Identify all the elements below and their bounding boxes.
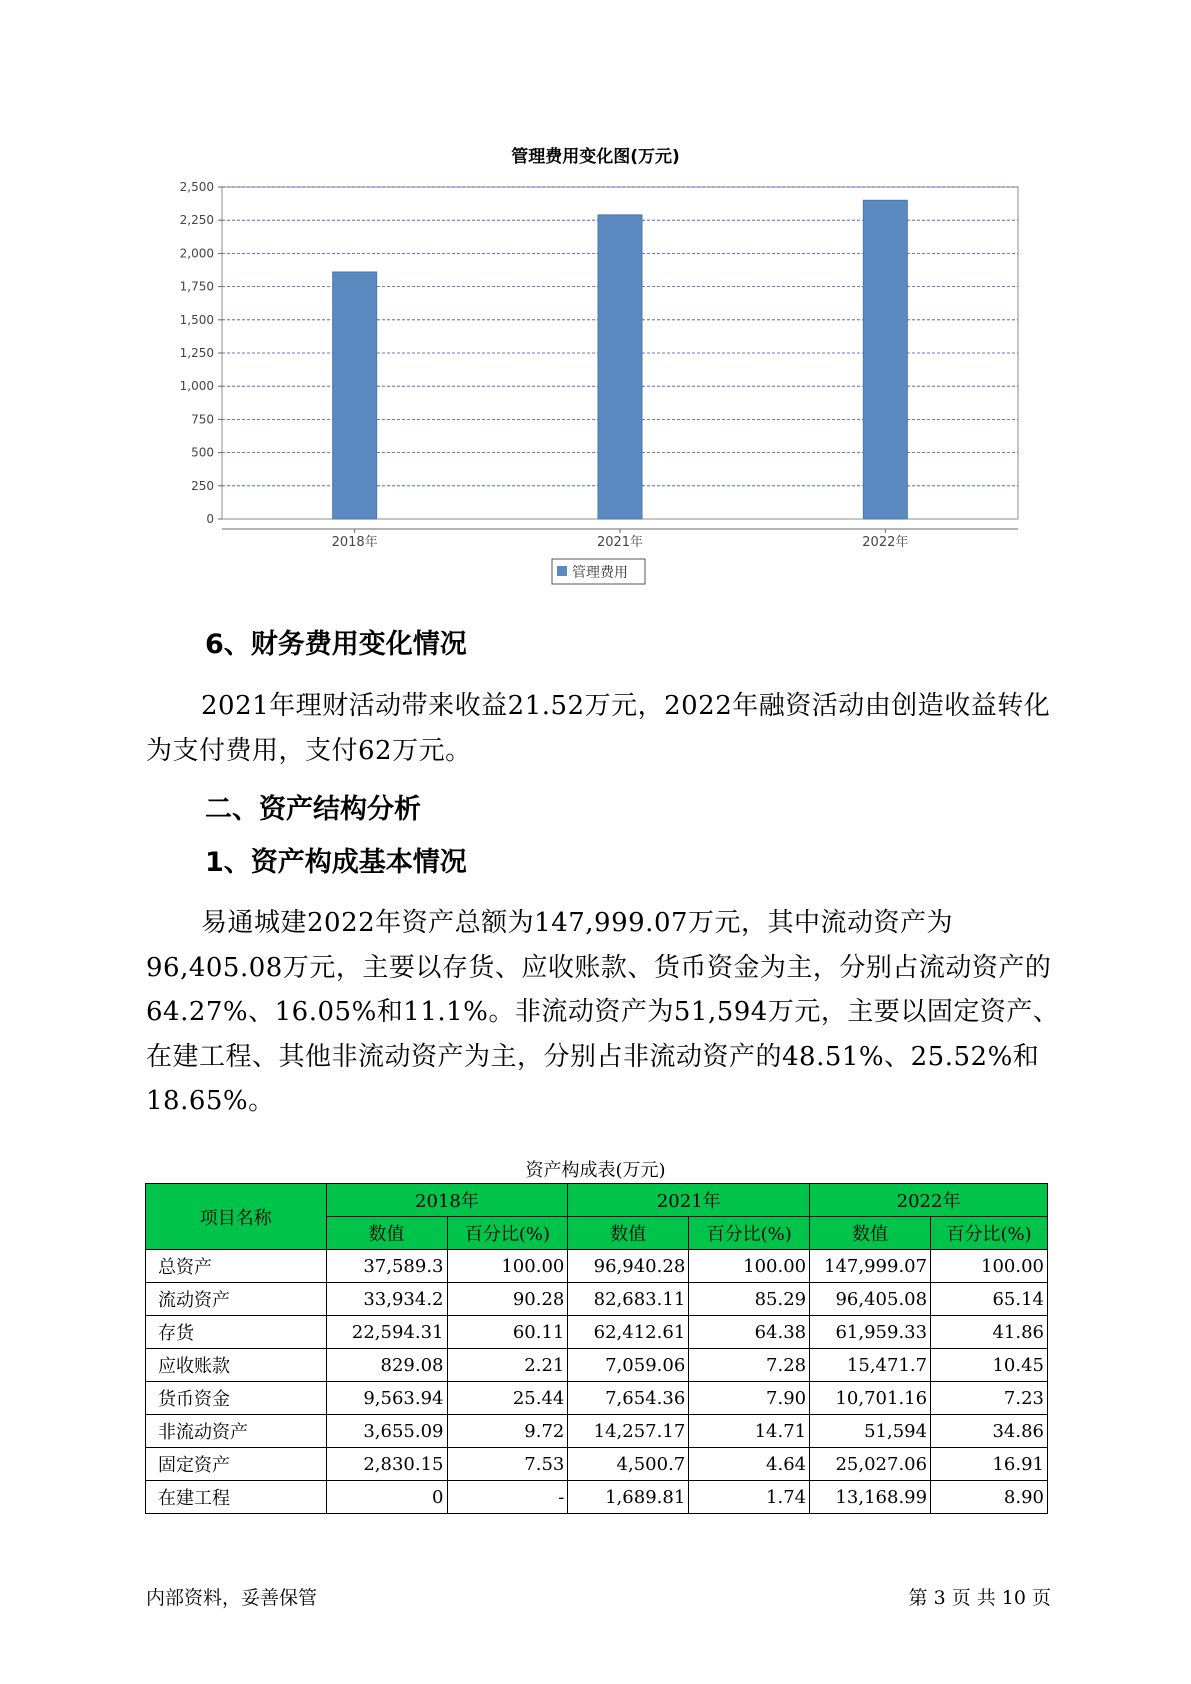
header-year: 2021年	[568, 1184, 810, 1217]
cell-percent: 60.11	[447, 1316, 568, 1349]
row-name: 存货	[146, 1316, 327, 1349]
table-row	[146, 1250, 1048, 1283]
section2-1-heading: 1、资产构成基本情况	[205, 847, 467, 878]
y-tick-label: 750	[191, 412, 214, 427]
cell-value: 13,168.99	[810, 1481, 931, 1514]
x-tick-label: 2021年	[596, 535, 644, 550]
y-tick-label: 1,000	[179, 379, 214, 394]
row-name: 非流动资产	[146, 1415, 327, 1448]
cell-value: 51,594	[810, 1415, 931, 1448]
table-row	[146, 1382, 1048, 1415]
footer-page-number: 第 3 页 共 10 页	[908, 1587, 1051, 1609]
table-row	[146, 1316, 1048, 1349]
cell-percent: 7.90	[689, 1382, 810, 1415]
cell-percent: 7.53	[447, 1448, 568, 1481]
x-tick-label: 2022年	[862, 535, 909, 550]
y-tick-label: 2,000	[179, 246, 214, 261]
asset-composition-table	[145, 1183, 1048, 1514]
cell-percent: 10.45	[931, 1349, 1048, 1382]
cell-value: 33,934.2	[326, 1283, 447, 1316]
row-name: 流动资产	[146, 1283, 327, 1316]
cell-value: 1,689.81	[568, 1481, 689, 1514]
table-body	[146, 1250, 1048, 1514]
cell-value: 22,594.31	[326, 1316, 447, 1349]
cell-value: 14,257.17	[568, 1415, 689, 1448]
cell-percent: 2.21	[447, 1349, 568, 1382]
row-name: 在建工程	[146, 1481, 327, 1514]
cell-value: 829.08	[326, 1349, 447, 1382]
cell-value: 7,059.06	[568, 1349, 689, 1382]
cell-value: 15,471.7	[810, 1349, 931, 1382]
legend-label: 管理费用	[572, 565, 628, 581]
cell-value: 2,830.15	[326, 1448, 447, 1481]
cell-value: 147,999.07	[810, 1250, 931, 1283]
y-tick-label: 2,500	[179, 180, 214, 194]
cell-value: 9,563.94	[326, 1382, 447, 1415]
y-tick-label: 2,250	[179, 213, 214, 228]
cell-value: 0	[326, 1481, 447, 1514]
y-tick-label: 1,250	[179, 346, 214, 360]
cell-value: 7,654.36	[568, 1382, 689, 1415]
header-percent: 百分比(%)	[447, 1217, 568, 1250]
cell-percent: 100.00	[931, 1250, 1048, 1283]
cell-value: 10,701.16	[810, 1382, 931, 1415]
cell-percent: 7.28	[689, 1349, 810, 1382]
cell-percent: 16.91	[931, 1448, 1048, 1481]
cell-percent: 85.29	[689, 1283, 810, 1316]
row-name: 总资产	[146, 1250, 327, 1283]
cell-value: 4,500.7	[568, 1448, 689, 1481]
cell-percent: 65.14	[931, 1283, 1048, 1316]
table-row	[146, 1448, 1048, 1481]
cell-value: 25,027.06	[810, 1448, 931, 1481]
footer-confidential: 内部资料，妥善保管	[146, 1587, 318, 1609]
header-item-name: 项目名称	[146, 1184, 327, 1250]
header-value: 数值	[568, 1217, 689, 1250]
header-percent: 百分比(%)	[689, 1217, 810, 1250]
header-percent: 百分比(%)	[931, 1217, 1048, 1250]
cell-value: 82,683.11	[568, 1283, 689, 1316]
cell-value: 96,940.28	[568, 1250, 689, 1283]
header-value: 数值	[326, 1217, 447, 1250]
section6-paragraph: 2021年理财活动带来收益21.52万元，2022年融资活动由创造收益转化为支付费用，支付62万元。	[146, 691, 1051, 766]
cell-percent: 4.64	[689, 1448, 810, 1481]
row-name: 货币资金	[146, 1382, 327, 1415]
cell-percent: -	[447, 1481, 568, 1514]
y-tick-label: 0	[206, 512, 214, 526]
management-expense-chart	[0, 0, 1191, 600]
row-name: 固定资产	[146, 1448, 327, 1481]
cell-value: 62,412.61	[568, 1316, 689, 1349]
table-caption: 资产构成表(万元)	[525, 1160, 666, 1181]
cell-percent: 100.00	[447, 1250, 568, 1283]
cell-percent: 25.44	[447, 1382, 568, 1415]
y-tick-label: 500	[191, 445, 214, 460]
chart-title: 管理费用变化图(万元)	[511, 147, 680, 167]
cell-percent: 34.86	[931, 1415, 1048, 1448]
cell-percent: 90.28	[447, 1283, 568, 1316]
cell-percent: 100.00	[689, 1250, 810, 1283]
cell-percent: 8.90	[931, 1481, 1048, 1514]
section2-1-paragraph: 易通城建2022年资产总额为147,999.07万元，其中流动资产为96,405.08万元，主要以存货、应收账款、货币资金为主，分别占流动资产的64.27%、16.05%和11.1%。非流动资产为51,594万元，主要以固定资产、在建工程、其他非流动资产为主，分别占非流动资产的48.51%、25.52%和18.65%。	[146, 908, 1060, 1116]
bar-1	[333, 272, 377, 519]
table-row	[146, 1415, 1048, 1448]
header-value: 数值	[810, 1217, 931, 1250]
legend-swatch	[557, 566, 567, 576]
section2-heading: 二、资产结构分析	[205, 794, 421, 825]
header-year: 2022年	[810, 1184, 1048, 1217]
y-tick-label: 1,750	[179, 279, 214, 294]
cell-percent: 7.23	[931, 1382, 1048, 1415]
bar-3	[863, 200, 907, 519]
cell-percent: 14.71	[689, 1415, 810, 1448]
cell-value: 61,959.33	[810, 1316, 931, 1349]
section6-heading: 6、财务费用变化情况	[205, 629, 467, 660]
cell-value: 3,655.09	[326, 1415, 447, 1448]
y-tick-label: 250	[191, 478, 214, 493]
cell-percent: 41.86	[931, 1316, 1048, 1349]
cell-value: 37,589.3	[326, 1250, 447, 1283]
y-tick-label: 1,500	[179, 312, 214, 327]
table-row	[146, 1283, 1048, 1316]
x-tick-label: 2018年	[331, 535, 378, 550]
row-name: 应收账款	[146, 1349, 327, 1382]
table-row	[146, 1481, 1048, 1514]
cell-value: 96,405.08	[810, 1283, 931, 1316]
header-year: 2018年	[326, 1184, 568, 1217]
table-row	[146, 1349, 1048, 1382]
cell-percent: 64.38	[689, 1316, 810, 1349]
cell-percent: 1.74	[689, 1481, 810, 1514]
cell-percent: 9.72	[447, 1415, 568, 1448]
bar-2	[598, 215, 642, 519]
